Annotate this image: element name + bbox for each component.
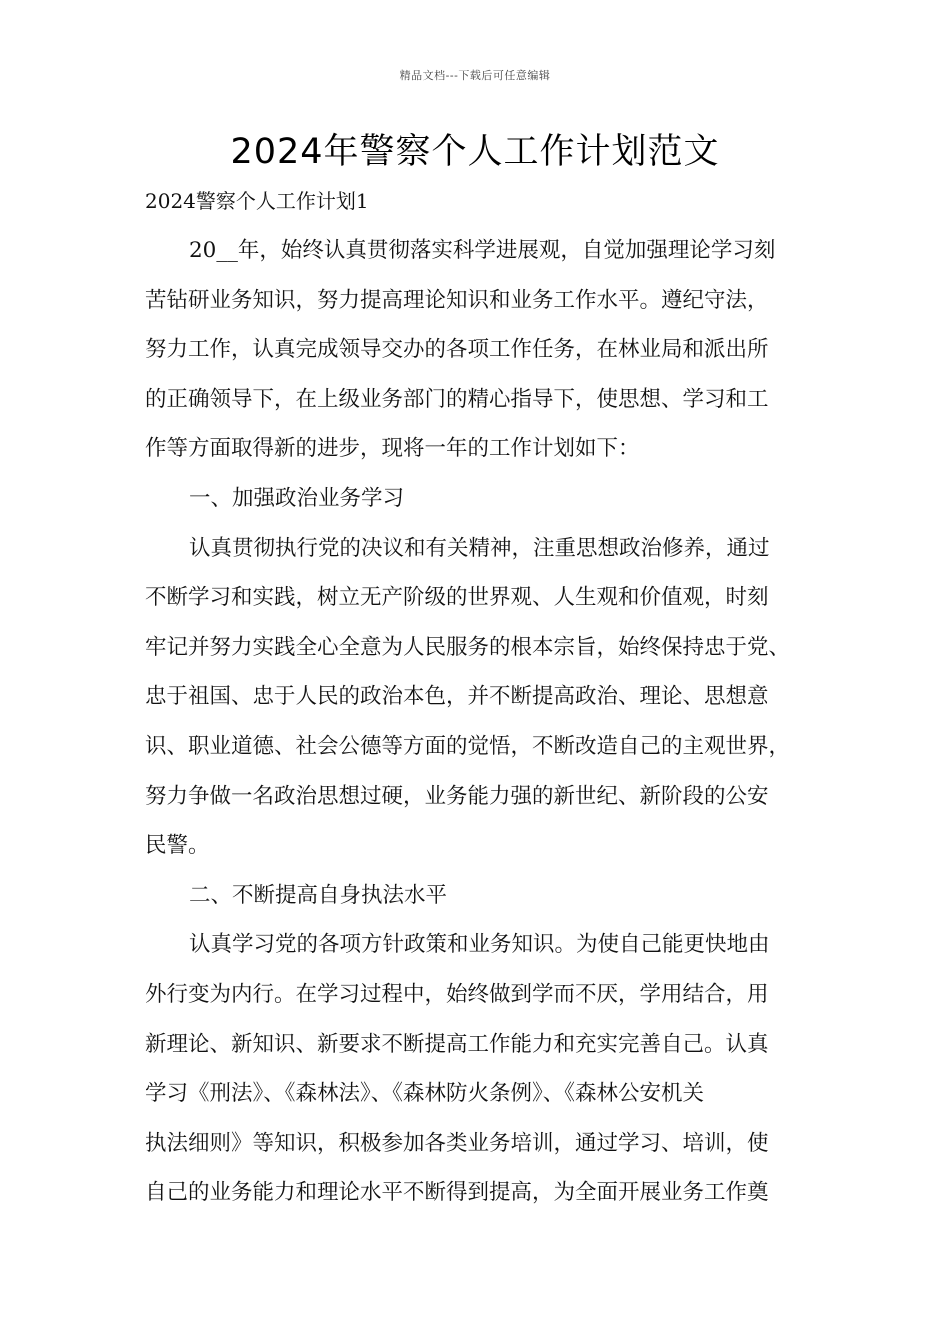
body-line: 学习《刑法》、《森林法》、《森林防火条例》、《森林公安机关	[145, 1081, 705, 1107]
body-line: 新理论、新知识、新要求不断提高工作能力和充实完善自己。认真	[145, 1031, 769, 1057]
document-subtitle: 2024警察个人工作计划1	[145, 189, 369, 213]
body-line: 不断学习和实践，树立无产阶级的世界观、人生观和价值观，时刻	[145, 585, 769, 611]
body-line: 认真贯彻执行党的决议和有关精神，注重思想政治修养，通过	[189, 535, 770, 561]
section-heading: 一、加强政治业务学习	[189, 485, 405, 511]
document-body	[145, 233, 825, 1225]
body-line: 自己的业务能力和理论水平不断得到提高，为全面开展业务工作奠	[145, 1180, 769, 1206]
body-line: 外行变为内行。在学习过程中，始终做到学而不厌，学用结合，用	[145, 981, 769, 1007]
body-line: 民警。	[145, 833, 210, 859]
body-line: 认真学习党的各项方针政策和业务知识。为使自己能更快地由	[189, 932, 770, 958]
body-line: 努力工作，认真完成领导交办的各项工作任务，在林业局和派出所	[145, 337, 769, 363]
body-line: 20__年，始终认真贯彻落实科学进展观，自觉加强理论学习刻	[189, 238, 776, 263]
body-line: 牢记并努力实践全心全意为人民服务的根本宗旨，始终保持忠于党、	[145, 634, 791, 660]
page-title: 2024年警察个人工作计划范文	[230, 132, 720, 172]
section-heading: 二、不断提高自身执法水平	[189, 882, 448, 908]
body-line: 执法细则》等知识，积极参加各类业务培训，通过学习、培训，使	[145, 1130, 769, 1156]
body-line: 忠于祖国、忠于人民的政治本色，并不断提高政治、理论、思想意	[145, 684, 769, 710]
body-line: 努力争做一名政治思想过硬，业务能力强的新世纪、新阶段的公安	[145, 783, 769, 809]
body-line: 苦钻研业务知识，努力提高理论知识和业务工作水平。遵纪守法，	[145, 287, 769, 313]
header-watermark: 精品文档---下载后可任意编辑	[399, 69, 551, 82]
body-line: 作等方面取得新的进步，现将一年的工作计划如下：	[145, 436, 640, 462]
body-line: 识、职业道德、社会公德等方面的觉悟，不断改造自己的主观世界，	[145, 733, 791, 759]
body-line: 的正确领导下，在上级业务部门的精心指导下，使思想、学习和工	[145, 386, 769, 412]
